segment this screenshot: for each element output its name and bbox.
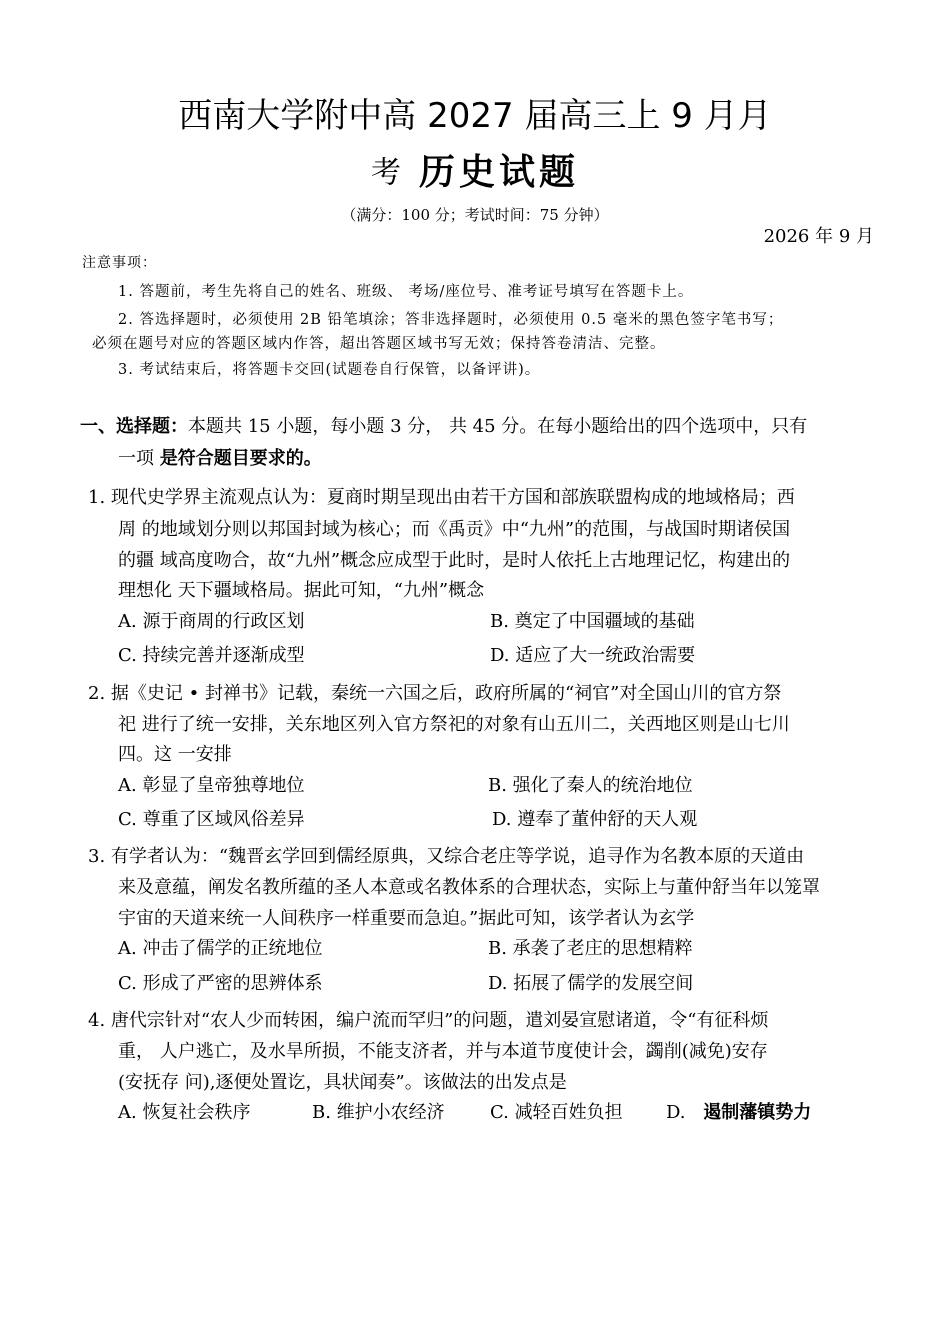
q3-option-d[interactable]: D. 拓展了儒学的发展空间 — [488, 973, 694, 994]
q4-option-d-letter: D. — [666, 1102, 686, 1123]
q1-option-b[interactable]: B. 奠定了中国疆域的基础 — [490, 611, 695, 632]
q4-option-d-text: 遏制藩镇势力 — [703, 1102, 812, 1123]
question-1-line: 1. 现代史学界主流观点认为：夏商时期呈现出由若干方国和部族联盟构成的地域格局；西 — [88, 487, 795, 508]
notice-item: 1. 答题前，考生先将自己的姓名、班级、 考场/座位号、准考证号填写在答题卡上。 — [118, 284, 694, 300]
exam-title-line2 — [0, 144, 950, 195]
notice-item: 必须在题号对应的答题区域内作答，超出答题区域书写无效；保持答卷清洁、完整。 — [92, 336, 666, 352]
q4-option-d[interactable] — [666, 1098, 811, 1124]
question-4-line: 重， 人户逃亡，及水旱所损，不能支济者，并与本道节度使计会，蠲削(减免)安存 — [118, 1041, 768, 1062]
question-1-line: 理想化 天下疆域格局。据此可知，“九州”概念 — [118, 580, 485, 601]
exam-info: （满分：100 分；考试时间：75 分钟） — [341, 206, 609, 224]
question-2-line: 2. 据《史记 • 封禅书》记载，秦统一六国之后，政府所属的“祠官”对全国山川的官方祭 — [88, 683, 782, 704]
exam-date: 2026 年 9 月 — [763, 226, 874, 247]
question-3-line: 3. 有学者认为：“魏晋玄学回到儒经原典，又综合老庄等学说，追寻作为名教本原的天道由 — [88, 846, 805, 867]
q2-option-a[interactable]: A. 彰显了皇帝独尊地位 — [118, 775, 305, 796]
q3-option-a[interactable]: A. 冲击了儒学的正统地位 — [118, 938, 323, 959]
title-prefix: 考 — [370, 155, 401, 191]
section-desc-bold: 是符合题目要求的。 — [159, 448, 322, 469]
notice-title: 注意事项： — [82, 255, 157, 271]
q2-option-c[interactable]: C. 尊重了区域风俗差异 — [118, 809, 305, 830]
q4-option-c[interactable]: C. 减轻百姓负担 — [490, 1102, 623, 1123]
q4-option-a[interactable]: A. 恢复社会秩序 — [118, 1102, 251, 1123]
section-desc-cont — [118, 444, 322, 470]
q4-option-b[interactable]: B. 维护小农经济 — [312, 1102, 445, 1123]
q3-option-b[interactable]: B. 承袭了老庄的思想精粹 — [488, 938, 693, 959]
question-1-line: 的疆 域高度吻合，故“九州”概念应成型于此时，是时人依托上古地理记忆，构建出的 — [118, 550, 791, 571]
question-3-line: 来及意蕴，阐发名教所蕴的圣人本意或名教体系的合理状态，实际上与董仲舒当年以笼罩 — [118, 877, 820, 898]
exam-title-line1: 西南大学附中高 2027 届高三上 9 月月 — [178, 96, 772, 136]
question-4-line: 4. 唐代宗针对“农人少而转困，编户流而罕归”的问题，遣刘晏宣慰诸道，令“有征科烦 — [88, 1010, 769, 1031]
q2-option-b[interactable]: B. 强化了秦人的统治地位 — [488, 775, 693, 796]
q2-option-d[interactable]: D. 遵奉了董仲舒的天人观 — [492, 809, 698, 830]
section-header — [80, 412, 807, 438]
q1-option-a[interactable]: A. 源于商周的行政区划 — [118, 611, 305, 632]
section-desc: 本题共 15 小题，每小题 3 分， 共 45 分。在每小题给出的四个选项中，只有 — [188, 416, 808, 437]
q1-option-d[interactable]: D. 适应了大一统政治需要 — [490, 645, 696, 666]
question-2-line: 四。这 一安排 — [118, 744, 232, 765]
question-2-line: 祀 进行了统一安排，关东地区列入官方祭祀的对象有山五川二，关西地区则是山七川 — [118, 714, 790, 735]
question-4-line: (安抚存 问),逐便处置讫，具状闻奏”。该做法的出发点是 — [118, 1072, 567, 1093]
section-label: 一、选择题： — [80, 416, 188, 437]
q3-option-c[interactable]: C. 形成了严密的思辨体系 — [118, 973, 323, 994]
question-1-line: 周 的地域划分则以邦国封域为核心；而《禹贡》中“九州”的范围，与战国时期诸侯国 — [118, 519, 791, 540]
q1-option-c[interactable]: C. 持续完善并逐渐成型 — [118, 645, 305, 666]
section-desc-plain: 一项 — [118, 448, 160, 469]
notice-item: 3. 考试结束后，将答题卡交回(试题卷自行保管，以备评讲)。 — [118, 362, 541, 378]
question-3-line: 宇宙的天道来统一人间秩序一样重要而急迫。”据此可知，该学者认为玄学 — [118, 908, 695, 929]
subject-title: 历史试题 — [418, 151, 579, 193]
notice-item: 2. 答选择题时，必须使用 2B 铅笔填涂；答非选择题时，必须使用 0.5 毫米的黑色签字笔书写； — [118, 312, 784, 328]
